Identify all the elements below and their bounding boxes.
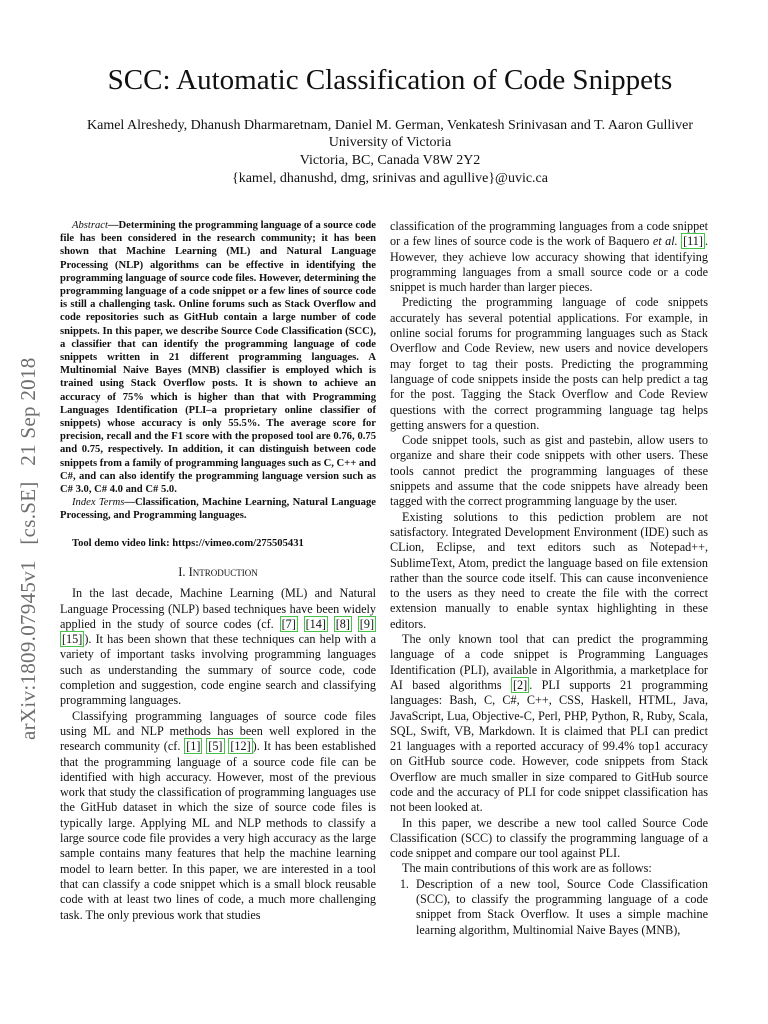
citation-link[interactable]: [12] <box>230 739 251 754</box>
index-terms-text: —Classification, Machine Learning, Natural Language Processing, and Programming languages. <box>60 497 376 522</box>
emails: {kamel, dhanushd, dmg, srinivas and agullive}@uvic.ca <box>232 171 548 186</box>
list-item: 1. Description of a new tool, Source Code Classification (SCC), to classify the programming language of a code snippet from Stack Overflow. It uses a simple machine learning algorithm, Multinomial Naive Bayes (MNB), <box>412 877 708 938</box>
index-terms-label: Index Terms <box>72 497 125 509</box>
demo-link[interactable]: Tool demo video link: https://vimeo.com/275505431 <box>72 537 304 549</box>
paper-title: SCC: Automatic Classification of Code Snippets <box>107 64 673 96</box>
intro-paragraph-7: The only known tool that can predict the programming language of a code snippet is Programming Languages Identification (PLI), available in Algorithmia, a marketplace for AI based algorithms [2] . PLI supports 21 programming languages: Bash, C, C#, C++, CSS, Haskell, HTML, Java, JavaScript, Lua, Objective-C, Perl, PHP, Python, R, Ruby, Scala, SQL, Swift, VB, Markdown. It is claimed that PLI can predict 21 languages with a reported accuracy of 99.4% top1 accuracy on GitHub source code. However, code snippets from Stack Overflow are much smaller in size compared to GitHub source code and the accuracy of PLI for code snippet classification has not been looked at. <box>390 632 708 815</box>
section-heading-introduction: I. Introduction <box>178 564 258 579</box>
citation-link[interactable]: [8] <box>335 616 350 631</box>
citation-link[interactable]: [15] <box>62 632 83 647</box>
intro-paragraph-9: The main contributions of this work are as follows: <box>402 861 652 876</box>
intro-paragraph-5: Code snippet tools, such as gist and pastebin, allow users to organize and share their code snippets with other users. These tools cannot predict the programming languages of these snippets and assume that the code snippets have already been tagged with the correct programming language by the user. <box>390 433 708 509</box>
paper-header <box>60 64 720 188</box>
author-list: Kamel Alreshedy, Dhanush Dharmaretnam, Daniel M. German, Venkatesh Srinivasan and T. Aaron Gulliver <box>87 118 693 133</box>
citation-link[interactable]: [7] <box>281 616 296 631</box>
citation-link[interactable]: [2] <box>512 677 528 692</box>
affiliation: University of Victoria <box>328 135 452 150</box>
intro-paragraph-3: classification of the programming languages from a code snippet or a few lines of source code is the work of Baquero et al. [11] . However, they achieve low accuracy showing that identifying programming languages from a small source code or a code snippet is much harder than larger pieces. <box>390 219 709 295</box>
arxiv-date: 21 Sep 2018 <box>16 357 40 466</box>
index-terms <box>60 496 376 522</box>
arxiv-category: [cs.SE] <box>16 481 40 545</box>
intro-paragraph-1: In the last decade, Machine Learning (ML) and Natural Language Processing (NLP) based techniques have been widely applied in the study of source codes (cf. [7] [14] [8] [9] [15] ). It has been shown that these techniques can help with a variety of important tasks involving programming languages such as understanding the summary of source code, code completion and suggestion, code engine search and classifying programming languages. <box>60 586 376 708</box>
intro-paragraph-2: Classifying programming languages of source code files using ML and NLP methods has been well explored in the research community (cf. [1] [5] [12] ). It has been established that the programming language of a source code file can be identified with high accuracy. However, most of the previous work that study the classification of programming languages use the GitHub dataset in which the size of source code files is typically large. Applying ML and NLP methods to classify a large source code file provides a very high accuracy as the large sample contains many features that help the machine learning model to learn better. In this paper, we are interested in a tool that can classify a code snippet which is a small block reusable code with at least two lines of code, a much more challenging task. The only previous work that studies <box>60 708 376 922</box>
left-column <box>60 219 376 923</box>
citation-link[interactable]: [1] <box>186 739 201 754</box>
citation-link[interactable]: [9] <box>359 616 375 631</box>
abstract-text: —Determining the programming language of a source code file has been considered in the research community; it has been shown that Machine Learning (ML) and Natural Language Processing (NLP) algorithms can be effective in identifying the programming language of source code files. However, determining the programming language of a code snippet or a few lines of source code is still a challenging task. Online forums such as Stack Overflow and code repositories such as GitHub contain a large number of code snippets. In this paper, we describe Source Code Classification (SCC), a classifier that can identify the programming language of code snippets written in 21 different programming languages. A Multinomial Naive Bayes (MNB) classifier is employed which is trained using Stack Overflow posts. It is shown to achieve an accuracy of 75% which is higher than that with Programming Languages Identification (PLI–a proprietary online classifier of snippets) whose accuracy is only 55.5%. The average score for precision, recall and the F1 score with the proposed tool are 0.76, 0.75 and 0.75, respectively. In addition, it can distinguish between code snippets from a family of programming languages such as C, C++ and C#, and can also identify the programming language version such as C# 3.0, C# 4.0 and C# 5.0. <box>60 220 376 496</box>
intro-paragraph-6: Existing solutions to this pediction problem are not satisfactory. Integrated Development Environment (IDE) such as CLion, Eclipse, and text editors such as Notepad++, SublimeText, Atom, predict the language based on file extension rather than the source code itself. This can cause inconvenience to the users as they need to create the file with the correct extension manually to enable syntax highlighting in these editors. <box>390 509 708 631</box>
citation-link[interactable]: [14] <box>305 616 326 631</box>
arxiv-id: arXiv:1809.07945v1 <box>16 560 40 740</box>
contributions-list <box>390 877 708 938</box>
intro-paragraph-8: In this paper, we describe a new tool called Source Code Classification (SCC) to classify the programming language of a code snippet and compare our tool against PLI. <box>390 815 708 861</box>
intro-paragraph-4: Predicting the programming language of code snippets accurately has several potential applications. For example, in online social forums for programming languages such as Stack Overflow and Code Review, new users and novice developers may forget to tag their posts. Predicting the programming language of code snippets inside the posts can help predict a tag for the post. Tagging the Stack Overflow and Code Review questions with the correct programming language tag helps getting answers for a question. <box>390 295 708 432</box>
abstract-label: Abstract <box>72 220 108 231</box>
citation-link[interactable]: [11] <box>683 234 703 249</box>
citation-link[interactable]: [5] <box>208 739 223 754</box>
right-column <box>390 219 708 938</box>
abstract <box>60 219 376 496</box>
arxiv-stamp <box>16 280 46 740</box>
location: Victoria, BC, Canada V8W 2Y2 <box>299 153 481 168</box>
